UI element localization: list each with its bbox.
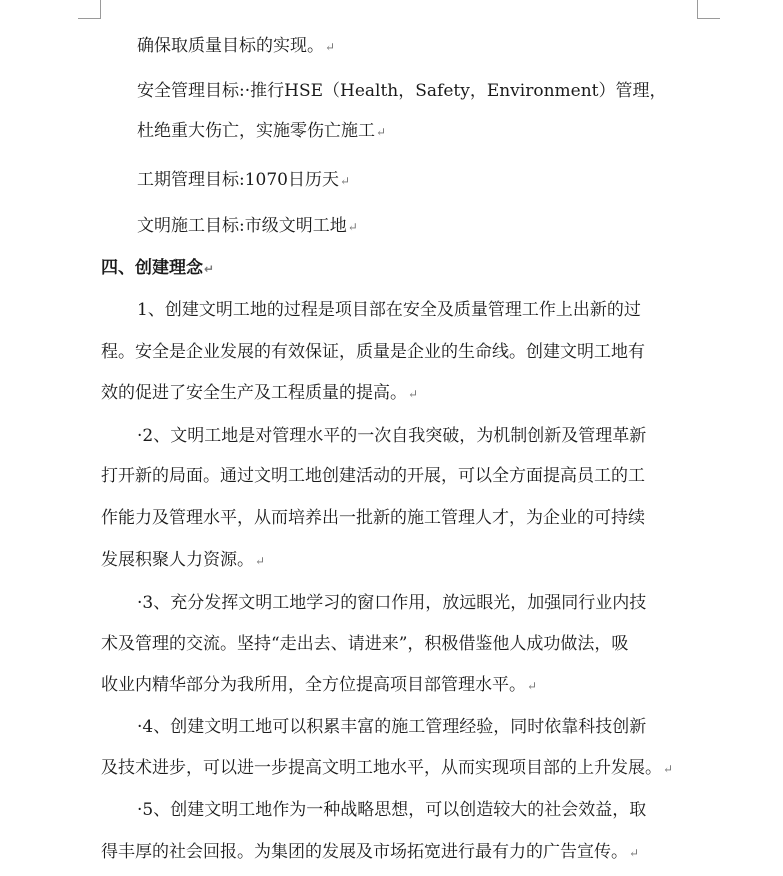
paragraph-mark: ↵ xyxy=(663,762,674,776)
text-line[interactable]: ·5、创建文明工地作为一种战略思想，可以创造较大的社会效益，取 xyxy=(137,800,647,820)
page-corner-mark-top-right xyxy=(697,0,720,19)
section-heading[interactable]: 四、创建理念↵ xyxy=(101,258,215,278)
paragraph-mark: ↵ xyxy=(527,679,538,693)
text-line[interactable]: 1、创建文明工地的过程是项目部在安全及质量管理工作上出新的过 xyxy=(137,300,641,320)
text-line[interactable]: 安全管理目标:·推行HSE（Health，Safety，Environment）管理， xyxy=(137,81,667,101)
paragraph-mark: ↵ xyxy=(629,846,640,860)
text-line[interactable]: 杜绝重大伤亡，实施零伤亡施工↵ xyxy=(137,121,387,141)
text-line[interactable]: 收业内精华部分为我所用，全方位提高项目部管理水平。↵ xyxy=(101,675,538,695)
page-corner-mark-top-left xyxy=(78,0,101,19)
paragraph-mark: ↵ xyxy=(408,387,419,401)
text-line[interactable]: 作能力及管理水平，从而培养出一批新的施工管理人才，为企业的可持续 xyxy=(101,508,645,528)
paragraph-mark: ↵ xyxy=(347,220,358,234)
paragraph-mark: ↵ xyxy=(325,40,336,54)
text-line[interactable]: 工期管理目标:1070日历天↵ xyxy=(137,170,351,190)
text-line[interactable]: 发展积聚人力资源。↵ xyxy=(101,550,266,570)
text-line[interactable]: 程。安全是企业发展的有效保证，质量是企业的生命线。创建文明工地有 xyxy=(101,342,645,362)
text-line[interactable]: ·4、创建文明工地可以积累丰富的施工管理经验，同时依靠科技创新 xyxy=(137,717,647,737)
text-line[interactable]: ·2、文明工地是对管理水平的一次自我突破，为机制创新及管理革新 xyxy=(137,426,647,446)
paragraph-mark: ↵ xyxy=(204,262,215,276)
text-line[interactable]: 术及管理的交流。坚持“走出去、请进来”，积极借鉴他人成功做法，吸 xyxy=(101,634,629,654)
text-line[interactable]: 及技术进步，可以进一步提高文明工地水平，从而实现项目部的上升发展。↵ xyxy=(101,758,674,778)
paragraph-mark: ↵ xyxy=(340,174,351,188)
paragraph-mark: ↵ xyxy=(255,554,266,568)
paragraph-mark: ↵ xyxy=(376,125,387,139)
text-line[interactable]: 得丰厚的社会回报。为集团的发展及市场拓宽进行最有力的广告宣传。↵ xyxy=(101,842,640,862)
text-line[interactable]: ·3、充分发挥文明工地学习的窗口作用，放远眼光，加强同行业内技 xyxy=(137,593,647,613)
text-line[interactable]: 确保取质量目标的实现。↵ xyxy=(137,36,336,56)
text-line[interactable]: 效的促进了安全生产及工程质量的提高。↵ xyxy=(101,383,419,403)
text-line[interactable]: 打开新的局面。通过文明工地创建活动的开展，可以全方面提高员工的工 xyxy=(101,466,645,486)
text-line[interactable]: 文明施工目标:市级文明工地↵ xyxy=(137,216,358,236)
